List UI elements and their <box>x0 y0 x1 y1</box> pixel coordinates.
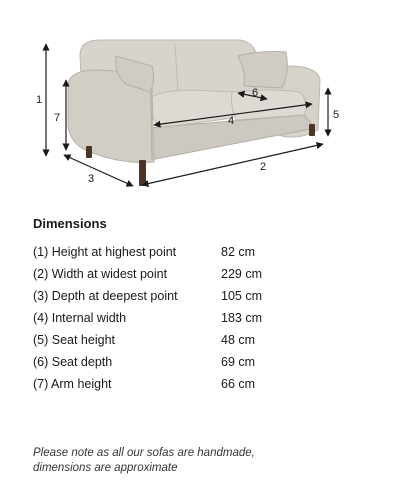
table-row <box>33 241 262 263</box>
sofa-illustration <box>68 40 320 186</box>
dimension-value: 66 cm <box>221 377 256 391</box>
dimension-label: (5) Seat height <box>33 333 115 347</box>
marker-internal-width: 4 <box>228 115 235 127</box>
handmade-note <box>33 446 363 476</box>
table-row <box>33 285 262 307</box>
marker-seat-height: 5 <box>333 109 340 121</box>
dimension-label: (2) Width at widest point <box>33 267 168 281</box>
marker-seat-depth: 6 <box>252 87 259 99</box>
throw-pillow-right <box>238 52 287 89</box>
marker-depth: 3 <box>88 173 95 185</box>
dimension-label: (7) Arm height <box>33 377 112 391</box>
sofa-leg <box>309 124 315 136</box>
dimension-value: 183 cm <box>221 311 262 325</box>
sofa-leg <box>86 146 92 158</box>
sofa-leg <box>139 160 146 186</box>
table-row <box>33 329 262 351</box>
dimensions-heading: Dimensions <box>33 216 107 231</box>
marker-arm-height: 7 <box>54 112 61 124</box>
marker-width: 2 <box>260 161 267 173</box>
table-row <box>33 263 262 285</box>
dimension-value: 229 cm <box>221 267 262 281</box>
dimension-value: 82 cm <box>221 245 256 259</box>
note-line: Please note as all our sofas are handmade, <box>33 446 255 459</box>
dimensions-table <box>33 241 262 395</box>
dimension-value: 69 cm <box>221 355 256 369</box>
table-row <box>33 351 262 373</box>
dimension-label: (3) Depth at deepest point <box>33 289 178 303</box>
table-row <box>33 307 262 329</box>
sofa-dimension-diagram <box>0 0 400 205</box>
dimension-value: 105 cm <box>221 289 262 303</box>
dimension-label: (1) Height at highest point <box>33 245 177 259</box>
dimension-label: (6) Seat depth <box>33 355 113 369</box>
note-line: dimensions are approximate <box>33 461 178 474</box>
table-row <box>33 373 262 395</box>
marker-height: 1 <box>36 94 43 106</box>
dimension-label: (4) Internal width <box>33 311 127 325</box>
dimension-value: 48 cm <box>221 333 256 347</box>
